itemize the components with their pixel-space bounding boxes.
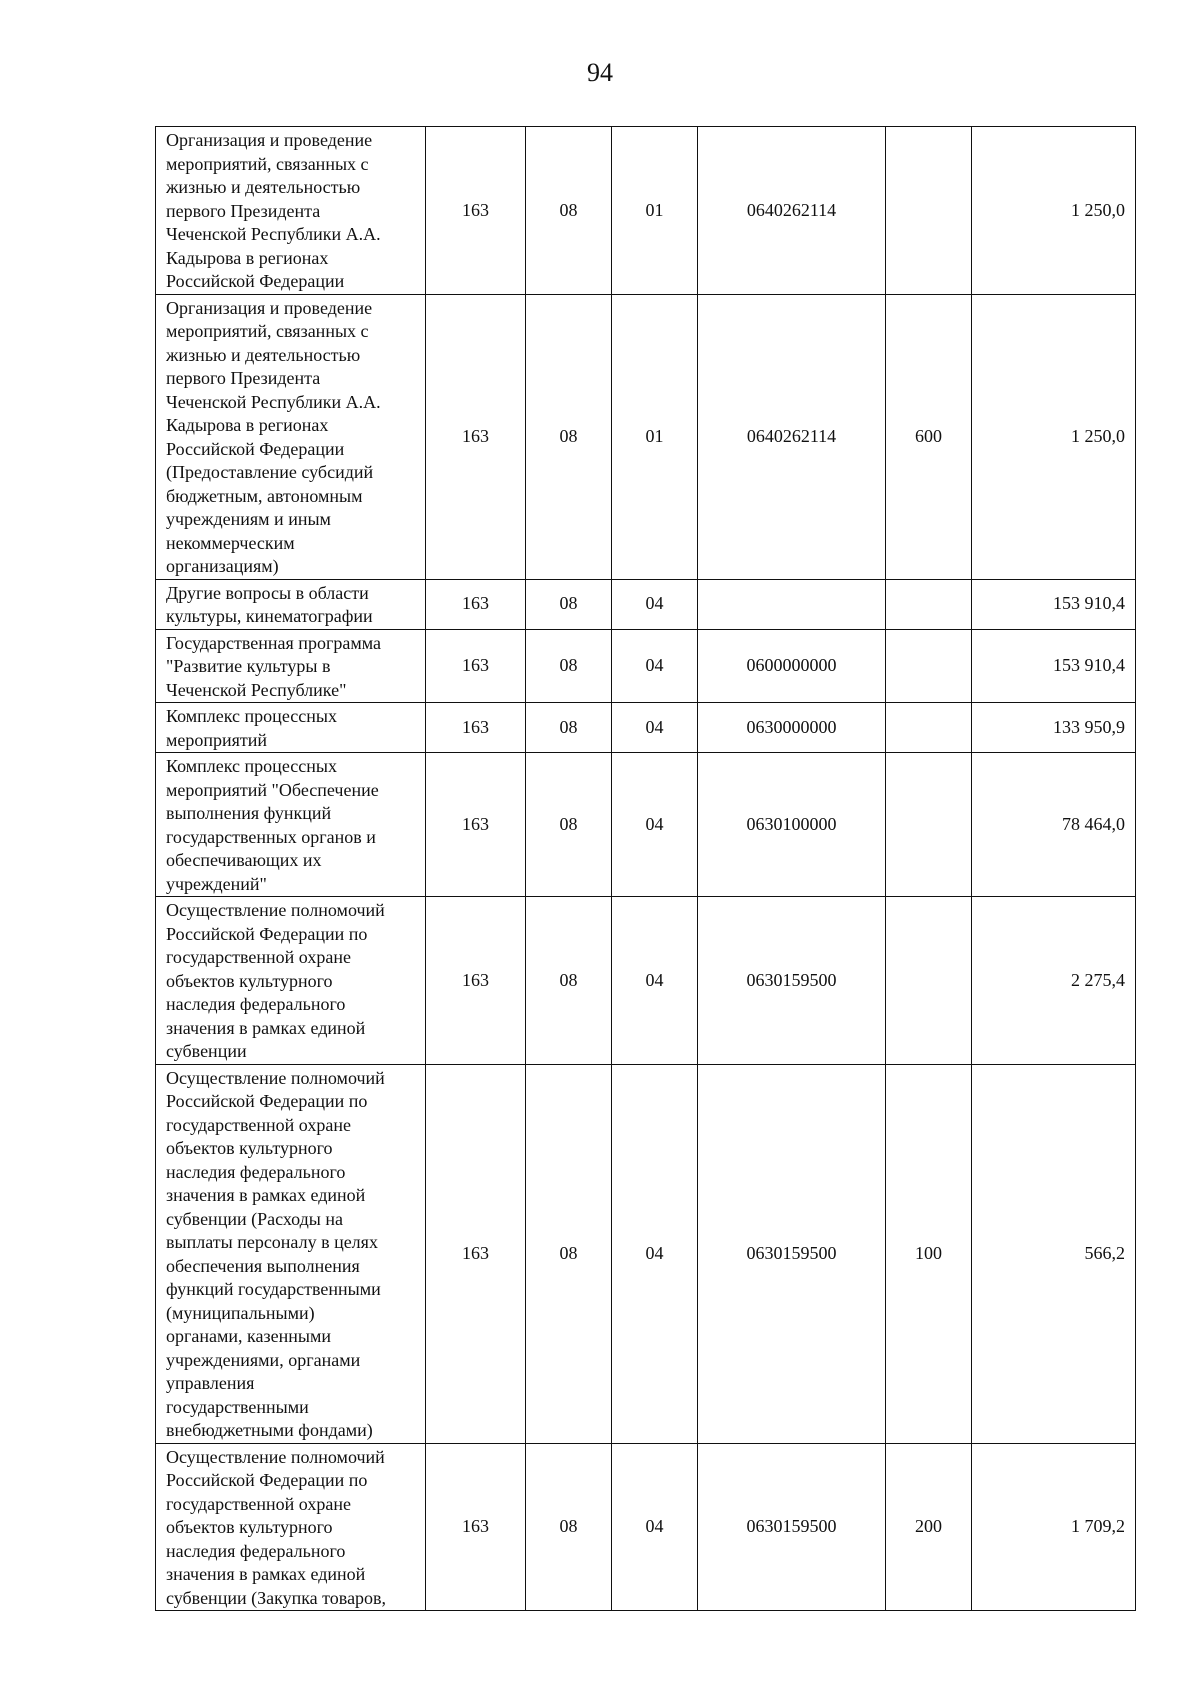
budget-table: [155, 126, 1136, 1611]
row-subsection: 04: [612, 703, 698, 753]
row-gov-code: 163: [426, 753, 526, 897]
row-gov-code: 163: [426, 1443, 526, 1611]
table-row: [156, 629, 1136, 703]
row-amount: 2 275,4: [972, 897, 1136, 1065]
row-gov-code: 163: [426, 1064, 526, 1443]
row-gov-code: 163: [426, 629, 526, 703]
row-subsection: 01: [612, 294, 698, 579]
row-subsection: 04: [612, 579, 698, 629]
row-expense-type: [886, 579, 972, 629]
row-expense-type: 200: [886, 1443, 972, 1611]
row-expense-type: 100: [886, 1064, 972, 1443]
row-description: Комплекс процессных мероприятий: [156, 703, 426, 753]
row-target-code: 0630000000: [698, 703, 886, 753]
row-section: 08: [526, 294, 612, 579]
row-description: Осуществление полномочий Российской Федерации по государственной охране объектов культурного наследия федерального значения в рамках единой субвенции (Закупка товаров,: [156, 1443, 426, 1611]
row-section: 08: [526, 127, 612, 295]
row-target-code: 0600000000: [698, 629, 886, 703]
row-target-code: 0630159500: [698, 1064, 886, 1443]
row-target-code: 0630159500: [698, 897, 886, 1065]
row-target-code: 0640262114: [698, 127, 886, 295]
row-subsection: 01: [612, 127, 698, 295]
row-section: 08: [526, 703, 612, 753]
row-target-code: 0630159500: [698, 1443, 886, 1611]
row-amount: 1 250,0: [972, 127, 1136, 295]
row-gov-code: 163: [426, 579, 526, 629]
row-description: Другие вопросы в области культуры, кинематографии: [156, 579, 426, 629]
table-row: [156, 1064, 1136, 1443]
row-description: Организация и проведение мероприятий, связанных с жизнью и деятельностью первого Президента Чеченской Республики А.А. Кадырова в регионах Российской Федерации (Предоставление субсидий бюджетным, автономным учреждениям и иным некоммерческим организациям): [156, 294, 426, 579]
row-gov-code: 163: [426, 294, 526, 579]
row-description: Осуществление полномочий Российской Федерации по государственной охране объектов культурного наследия федерального значения в рамках единой субвенции (Расходы на выплаты персоналу в целях обеспечения выполнения функций государственными (муниципальными) органами, казенными учреждениями, органами управления государственными внебюджетными фондами): [156, 1064, 426, 1443]
row-expense-type: [886, 753, 972, 897]
row-section: 08: [526, 897, 612, 1065]
table-row: [156, 753, 1136, 897]
row-section: 08: [526, 1064, 612, 1443]
row-target-code: 0640262114: [698, 294, 886, 579]
row-target-code: 0630100000: [698, 753, 886, 897]
row-subsection: 04: [612, 1443, 698, 1611]
row-expense-type: [886, 703, 972, 753]
table-row: [156, 1443, 1136, 1611]
row-description: Комплекс процессных мероприятий "Обеспечение выполнения функций государственных органов и обеспечивающих их учреждений": [156, 753, 426, 897]
row-amount: 133 950,9: [972, 703, 1136, 753]
row-expense-type: [886, 629, 972, 703]
table-row: [156, 703, 1136, 753]
row-amount: 1 250,0: [972, 294, 1136, 579]
row-subsection: 04: [612, 629, 698, 703]
row-gov-code: 163: [426, 127, 526, 295]
row-amount: 153 910,4: [972, 629, 1136, 703]
row-subsection: 04: [612, 753, 698, 897]
row-gov-code: 163: [426, 897, 526, 1065]
row-subsection: 04: [612, 897, 698, 1065]
row-description: Организация и проведение мероприятий, связанных с жизнью и деятельностью первого Президента Чеченской Республики А.А. Кадырова в регионах Российской Федерации: [156, 127, 426, 295]
row-expense-type: [886, 897, 972, 1065]
row-amount: 78 464,0: [972, 753, 1136, 897]
table-row: [156, 897, 1136, 1065]
row-section: 08: [526, 579, 612, 629]
row-description: Государственная программа "Развитие культуры в Чеченской Республике": [156, 629, 426, 703]
row-target-code: [698, 579, 886, 629]
row-expense-type: 600: [886, 294, 972, 579]
row-subsection: 04: [612, 1064, 698, 1443]
table-row: [156, 127, 1136, 295]
row-gov-code: 163: [426, 703, 526, 753]
row-expense-type: [886, 127, 972, 295]
table-row: [156, 294, 1136, 579]
row-section: 08: [526, 753, 612, 897]
row-amount: 153 910,4: [972, 579, 1136, 629]
table-row: [156, 579, 1136, 629]
row-section: 08: [526, 629, 612, 703]
row-section: 08: [526, 1443, 612, 1611]
row-amount: 566,2: [972, 1064, 1136, 1443]
row-description: Осуществление полномочий Российской Федерации по государственной охране объектов культурного наследия федерального значения в рамках единой субвенции: [156, 897, 426, 1065]
page-number: 94: [587, 58, 613, 87]
row-amount: 1 709,2: [972, 1443, 1136, 1611]
budget-table-body: [156, 127, 1136, 1611]
